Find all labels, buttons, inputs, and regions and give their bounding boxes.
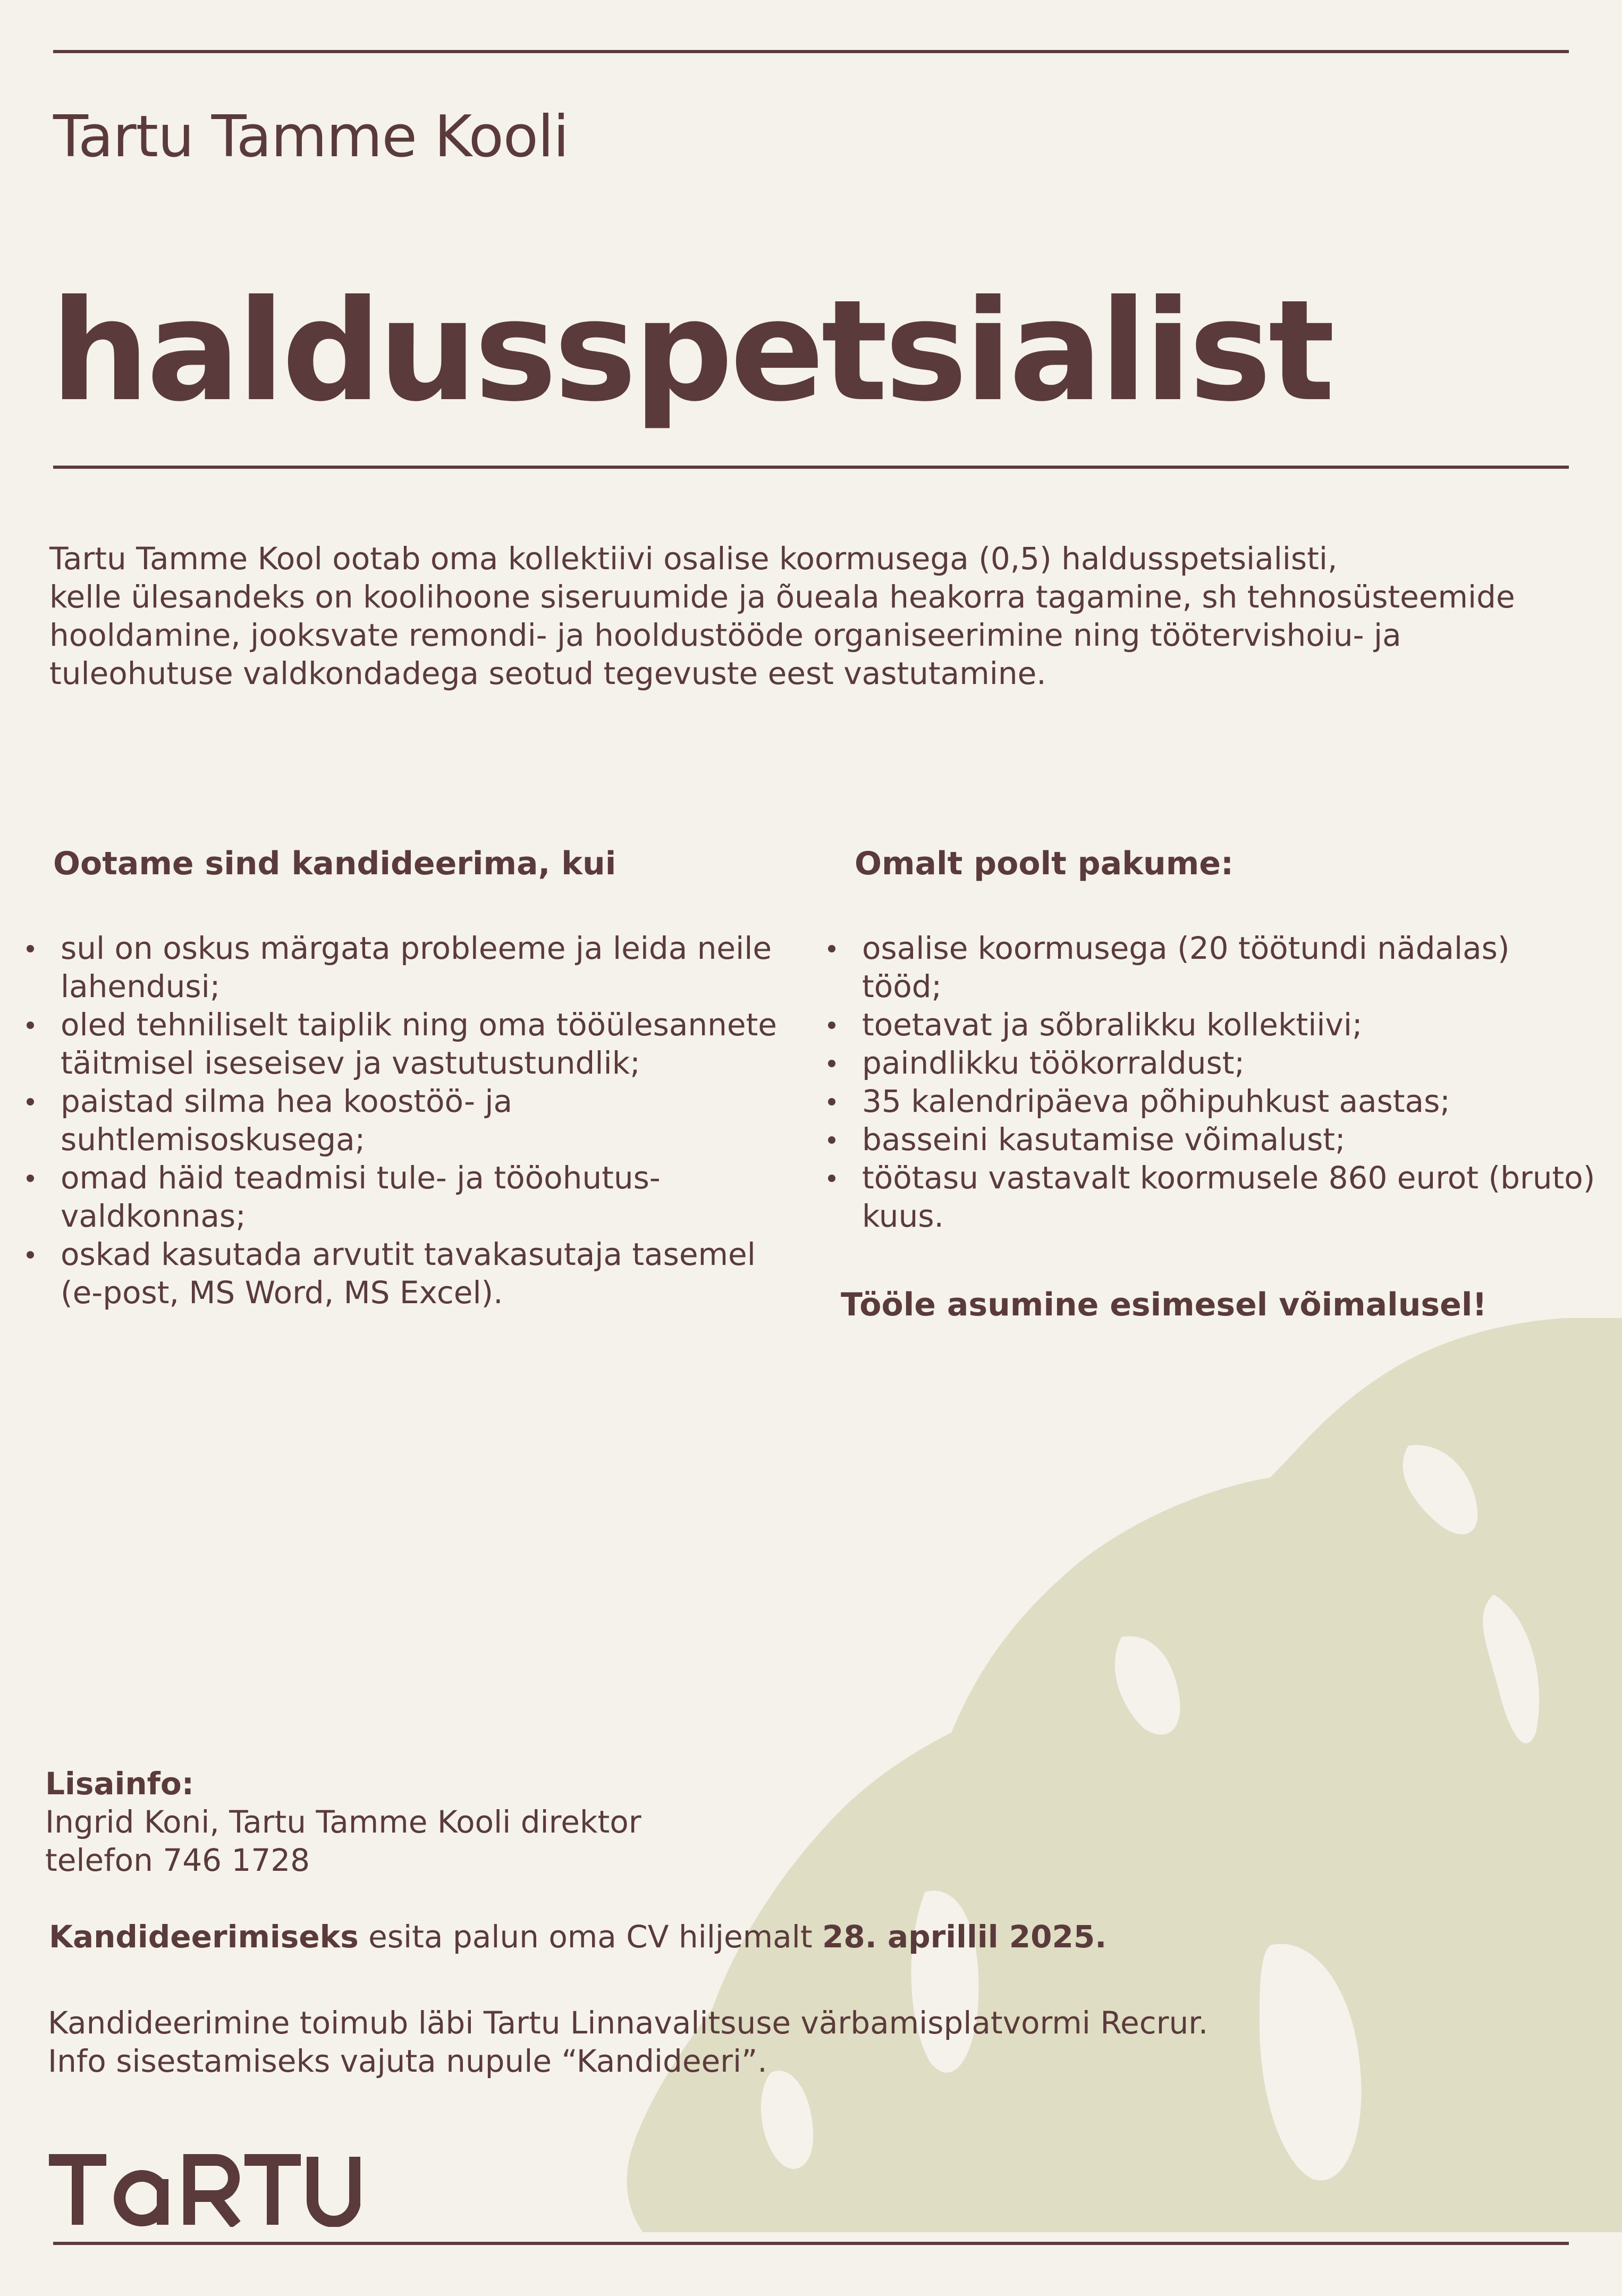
list-item (855, 1044, 1609, 1082)
list-item-line: paindlikku töökorraldust; (862, 1045, 1245, 1081)
decorative-brush-shape (611, 1318, 1622, 2232)
list-item-line: suhtlemisoskusega; (61, 1121, 366, 1158)
list-item (855, 929, 1609, 1006)
list-item (855, 1159, 1609, 1235)
list-item (855, 1006, 1609, 1044)
intro-paragraph (49, 539, 1548, 693)
platform-line: Info sisestamiseks vajuta nupule “Kandideeri”. (48, 2043, 767, 2079)
list-item-line: tööd; (862, 968, 942, 1004)
list-item-line: osalise koormusega (20 töötundi nädalas) (862, 930, 1510, 966)
list-item (53, 1082, 808, 1159)
list-item-line: kuus. (862, 1198, 944, 1234)
list-item-line: täitmisel iseseisev ja vastutustundlik; (61, 1045, 640, 1081)
apply-lead: Kandideerimiseks (49, 1919, 359, 1955)
list-item (53, 929, 808, 1006)
list-item-line: oskad kasutada arvutit tavakasutaja tasemel (61, 1236, 756, 1272)
intro-line: tuleohutuse valdkondadega seotud tegevuste eest vastutamine. (49, 655, 1046, 691)
contact-phone: telefon 746 1728 (45, 1842, 310, 1878)
list-item-line: toetavat ja sõbralikku kollektiivi; (862, 1007, 1363, 1043)
list-item (53, 1235, 808, 1312)
list-item-line: töötasu vastavalt koormusele 860 eurot (bruto) (862, 1160, 1595, 1196)
list-item (855, 1120, 1609, 1159)
list-item-line: basseini kasutamise võimalust; (862, 1121, 1346, 1158)
organization-name: Tartu Tamme Kooli (53, 104, 569, 170)
top-divider (53, 50, 1569, 53)
contact-info (45, 1765, 641, 1879)
job-title: haldusspetsialist (50, 270, 1332, 432)
list-item-line: omad häid teadmisi tule- ja tööohutus- (61, 1160, 661, 1196)
list-item (53, 1006, 808, 1082)
start-note: Tööle asumine esimesel võimalusel! (841, 1286, 1487, 1323)
list-item-line: paistad silma hea koostöö- ja (61, 1083, 513, 1119)
list-item-line: oled tehniliselt taiplik ning oma tööülesannete (61, 1007, 777, 1043)
contact-label: Lisainfo: (45, 1766, 194, 1802)
list-item (53, 1159, 808, 1235)
contact-person: Ingrid Koni, Tartu Tamme Kooli direktor (45, 1804, 641, 1840)
list-item-line: (e-post, MS Word, MS Excel). (61, 1274, 503, 1311)
tartu-logo (47, 2152, 360, 2227)
intro-line: kelle ülesandeks on koolihoone siseruumide ja õueala heakorra tagamine, sh tehnosüsteemide (49, 579, 1515, 615)
bottom-divider (53, 2242, 1569, 2245)
requirements-section (53, 842, 808, 1312)
list-item (855, 1082, 1609, 1120)
offers-list (855, 929, 1609, 1235)
list-item-line: lahendusi; (61, 968, 221, 1004)
list-item-line: valdkonnas; (61, 1198, 246, 1234)
list-item-line: sul on oskus märgata probleeme ja leida neile (61, 930, 772, 966)
deadline-date: 28. aprillil 2025. (822, 1919, 1107, 1955)
platform-line: Kandideerimine toimub läbi Tartu Linnavalitsuse värbamisplatvormi Recrur. (48, 2005, 1209, 2041)
intro-line: hooldamine, jooksvate remondi- ja hooldustööde organiseerimine ning töötervishoiu- ja (49, 617, 1401, 653)
offers-section (855, 842, 1609, 1235)
platform-info (48, 2004, 1208, 2080)
list-item-line: 35 kalendripäeva põhipuhkust aastas; (862, 1083, 1450, 1119)
offers-heading: Omalt poolt pakume: (855, 845, 1234, 882)
intro-line: Tartu Tamme Kool ootab oma kollektiivi osalise koormusega (0,5) haldusspetsialisti, (49, 541, 1338, 577)
application-deadline (49, 1919, 1106, 1955)
title-divider (53, 466, 1569, 469)
apply-text: esita palun oma CV hiljemalt (368, 1919, 813, 1955)
requirements-list (53, 929, 808, 1312)
requirements-heading: Ootame sind kandideerima, kui (53, 845, 616, 882)
